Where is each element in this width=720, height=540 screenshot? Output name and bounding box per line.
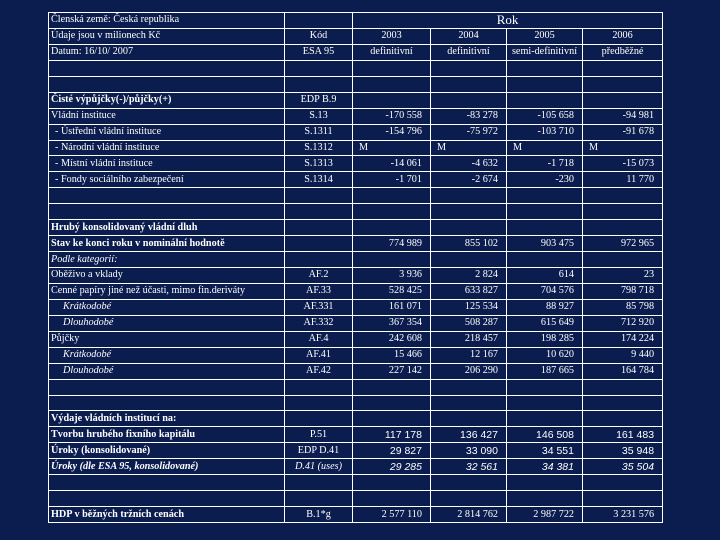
header-row-date xyxy=(49,44,663,60)
row-code: EDP D.41 xyxy=(285,443,353,459)
row-label: Oběživo a vklady xyxy=(49,268,285,284)
cell-value: -91 678 xyxy=(583,124,663,140)
header-status: semi-definitivní xyxy=(507,44,583,60)
cell-value: 29 827 xyxy=(353,443,431,459)
cell-value: 972 965 xyxy=(583,236,663,252)
header-esa: ESA 95 xyxy=(285,44,353,60)
row-label: Cenné papíry jiné než účasti, mimo fin.deriváty xyxy=(49,283,285,299)
cell-value: 2 814 762 xyxy=(431,507,507,523)
cell-value: 29 285 xyxy=(353,459,431,475)
cell-value: -4 632 xyxy=(431,156,507,172)
cell-value: -1 718 xyxy=(507,156,583,172)
row-code: S.1312 xyxy=(285,140,353,156)
row-code: AF.331 xyxy=(285,299,353,315)
row-label: - Fondy sociálního zabezpečení xyxy=(49,172,285,188)
cell-value: -1 701 xyxy=(353,172,431,188)
cell-value: 174 224 xyxy=(583,331,663,347)
row-code: S.1313 xyxy=(285,156,353,172)
net-lending-code: EDP B.9 xyxy=(285,92,353,108)
cell-value: 712 920 xyxy=(583,315,663,331)
table-row xyxy=(49,427,663,443)
row-label: Úroky (dle ESA 95, konsolidované) xyxy=(49,459,285,475)
cell-value: 508 287 xyxy=(431,315,507,331)
net-lending-title: Čisté výpůjčky(-)/půjčky(+) xyxy=(49,92,285,108)
cell-value: -230 xyxy=(507,172,583,188)
cell-value: 798 718 xyxy=(583,283,663,299)
row-code: B.1*g xyxy=(285,507,353,523)
row-code: D.41 (uses) xyxy=(285,459,353,475)
table-row xyxy=(49,331,663,347)
table-row xyxy=(49,363,663,379)
row-label: Tvorbu hrubého fixního kapitálu xyxy=(49,427,285,443)
header-country: Členská země: Česká republika xyxy=(49,13,285,29)
cell-value: 528 425 xyxy=(353,283,431,299)
category-label: Podle kategorií: xyxy=(49,252,285,268)
row-code: P.51 xyxy=(285,427,353,443)
row-code: S.1314 xyxy=(285,172,353,188)
cell-value: 9 440 xyxy=(583,347,663,363)
cell-value: 218 457 xyxy=(431,331,507,347)
cell-value: 615 649 xyxy=(507,315,583,331)
cell-value: 2 577 110 xyxy=(353,507,431,523)
cell-value: -94 981 xyxy=(583,108,663,124)
cell-value: 161 483 xyxy=(583,427,663,443)
fiscal-table xyxy=(48,12,663,523)
row-code: AF.332 xyxy=(285,315,353,331)
table-row xyxy=(49,443,663,459)
cell-value: 11 770 xyxy=(583,172,663,188)
cell-value: -154 796 xyxy=(353,124,431,140)
table-row xyxy=(49,124,663,140)
gdp-row xyxy=(49,507,663,523)
row-code: S.13 xyxy=(285,108,353,124)
cell-value: 88 927 xyxy=(507,299,583,315)
debt-level-row xyxy=(49,236,663,252)
cell-value: -75 972 xyxy=(431,124,507,140)
row-label: HDP v běžných tržních cenách xyxy=(49,507,285,523)
row-label: Půjčky xyxy=(49,331,285,347)
header-row-units xyxy=(49,28,663,44)
cell-value: -14 061 xyxy=(353,156,431,172)
table-row xyxy=(49,299,663,315)
net-lending-title-row xyxy=(49,92,663,108)
cell-value: 161 071 xyxy=(353,299,431,315)
row-code: S.1311 xyxy=(285,124,353,140)
table-row xyxy=(49,459,663,475)
table-row xyxy=(49,283,663,299)
cell-value: -83 278 xyxy=(431,108,507,124)
table-row xyxy=(49,315,663,331)
expenditure-title: Výdaje vládních institucí na: xyxy=(49,411,285,427)
cell-value: 187 665 xyxy=(507,363,583,379)
header-row-country xyxy=(49,13,663,29)
cell-value: 23 xyxy=(583,268,663,284)
row-code: AF.4 xyxy=(285,331,353,347)
cell-value: 774 989 xyxy=(353,236,431,252)
row-label: Stav ke konci roku v nominální hodnotě xyxy=(49,236,285,252)
cell-value: 35 504 xyxy=(583,459,663,475)
debt-title: Hrubý konsolidovaný vládní dluh xyxy=(49,220,285,236)
spacer-row xyxy=(49,395,663,411)
cell-value: 136 427 xyxy=(431,427,507,443)
spacer-row xyxy=(49,204,663,220)
row-label: Dlouhodobé xyxy=(49,315,285,331)
cell-value: 32 561 xyxy=(431,459,507,475)
spacer-row xyxy=(49,475,663,491)
row-code: AF.2 xyxy=(285,268,353,284)
header-status: předběžné xyxy=(583,44,663,60)
table-row xyxy=(49,140,663,156)
cell-value: 704 576 xyxy=(507,283,583,299)
row-label: Úroky (konsolidované) xyxy=(49,443,285,459)
debt-title-row xyxy=(49,220,663,236)
row-code: AF.42 xyxy=(285,363,353,379)
cell-value: 2 987 722 xyxy=(507,507,583,523)
cell-value: 85 798 xyxy=(583,299,663,315)
header-year: 2004 xyxy=(431,28,507,44)
category-row xyxy=(49,252,663,268)
header-year: 2006 xyxy=(583,28,663,44)
cell-value: -2 674 xyxy=(431,172,507,188)
cell-value: 12 167 xyxy=(431,347,507,363)
cell-value: M xyxy=(353,140,431,156)
row-label: Vládní instituce xyxy=(49,108,285,124)
cell-value: 3 936 xyxy=(353,268,431,284)
row-label: Dlouhodobé xyxy=(49,363,285,379)
spacer-row xyxy=(49,76,663,92)
spacer-row xyxy=(49,60,663,76)
cell-value: 198 285 xyxy=(507,331,583,347)
row-code: AF.33 xyxy=(285,283,353,299)
header-year: 2003 xyxy=(353,28,431,44)
expenditure-title-row xyxy=(49,411,663,427)
table-row xyxy=(49,268,663,284)
cell-value: 33 090 xyxy=(431,443,507,459)
cell-value: 10 620 xyxy=(507,347,583,363)
header-status: definitivní xyxy=(353,44,431,60)
cell-value: -105 658 xyxy=(507,108,583,124)
cell-value: 367 354 xyxy=(353,315,431,331)
cell-value: 242 608 xyxy=(353,331,431,347)
table-row xyxy=(49,108,663,124)
table-row xyxy=(49,156,663,172)
cell-value: M xyxy=(583,140,663,156)
cell-value: 146 508 xyxy=(507,427,583,443)
spacer-row xyxy=(49,379,663,395)
cell-value: -170 558 xyxy=(353,108,431,124)
cell-value: 15 466 xyxy=(353,347,431,363)
header-status: definitivní xyxy=(431,44,507,60)
cell-value: M xyxy=(507,140,583,156)
header-units: Údaje jsou v milionech Kč xyxy=(49,28,285,44)
cell-value: 164 784 xyxy=(583,363,663,379)
header-code-label: Kód xyxy=(285,28,353,44)
cell-value: 3 231 576 xyxy=(583,507,663,523)
row-label: Krátkodobé xyxy=(49,347,285,363)
table-row xyxy=(49,172,663,188)
cell-value: 2 824 xyxy=(431,268,507,284)
row-label: - Národní vládní instituce xyxy=(49,140,285,156)
cell-value: 117 178 xyxy=(353,427,431,443)
cell-value: 34 551 xyxy=(507,443,583,459)
cell-value: -15 073 xyxy=(583,156,663,172)
spacer-row xyxy=(49,188,663,204)
cell-value: 614 xyxy=(507,268,583,284)
cell-value: 125 534 xyxy=(431,299,507,315)
row-label: - Místní vládní instituce xyxy=(49,156,285,172)
cell-value: 633 827 xyxy=(431,283,507,299)
cell-value: 903 475 xyxy=(507,236,583,252)
cell-value: -103 710 xyxy=(507,124,583,140)
cell-value: 35 948 xyxy=(583,443,663,459)
cell-value: 34 381 xyxy=(507,459,583,475)
header-year: 2005 xyxy=(507,28,583,44)
header-rok: Rok xyxy=(353,13,663,29)
row-label: - Ústřední vládní instituce xyxy=(49,124,285,140)
spacer-row xyxy=(49,491,663,507)
cell-value: 206 290 xyxy=(431,363,507,379)
cell-value: M xyxy=(431,140,507,156)
header-date: Datum: 16/10/ 2007 xyxy=(49,44,285,60)
row-label: Krátkodobé xyxy=(49,299,285,315)
row-code: AF.41 xyxy=(285,347,353,363)
table-row xyxy=(49,347,663,363)
cell-value: 855 102 xyxy=(431,236,507,252)
cell-value: 227 142 xyxy=(353,363,431,379)
